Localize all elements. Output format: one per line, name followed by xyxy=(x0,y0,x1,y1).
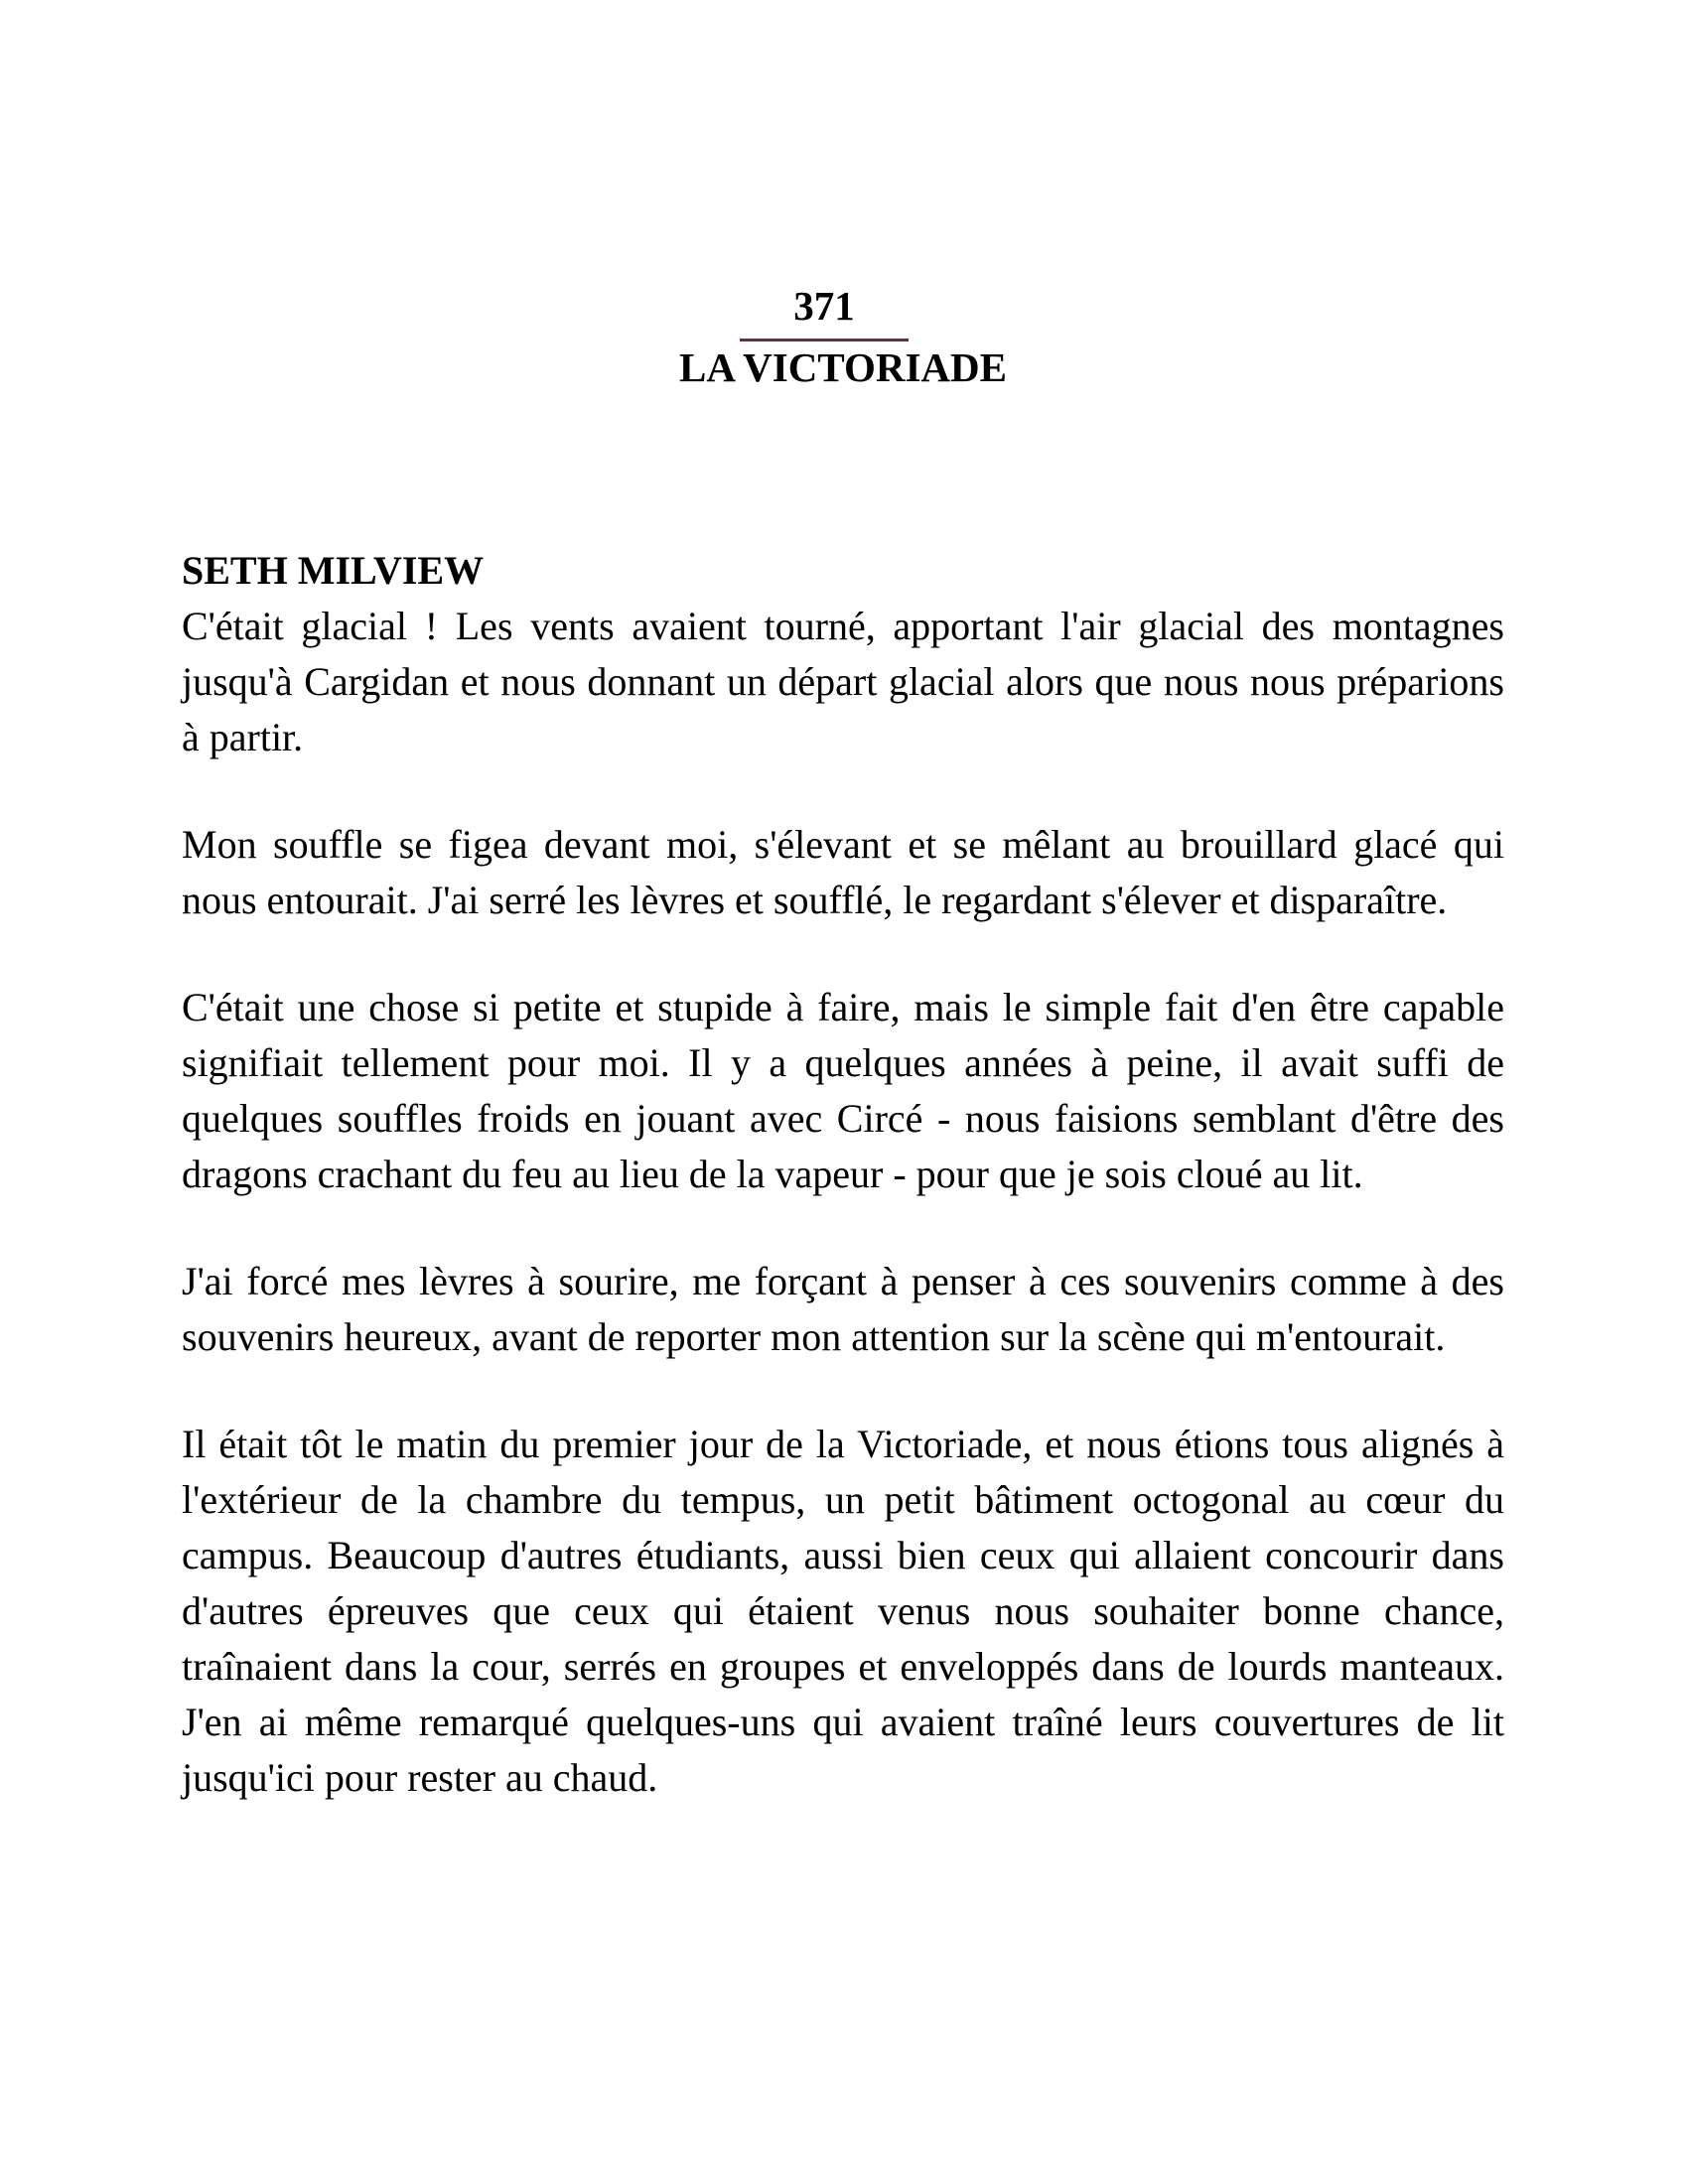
paragraph: Mon souffle se figea devant moi, s'élevant et se mêlant au brouillard glacé qui nous entourait. J'ai serré les lèvres et soufflé, le regardant s'élever et disparaître. xyxy=(182,822,1504,922)
body-text xyxy=(182,543,1504,1806)
paragraphs xyxy=(182,599,1504,1806)
speaker-name: SETH MILVIEW xyxy=(182,548,485,593)
paragraph: C'était glacial ! Les vents avaient tourné, apportant l'air glacial des montagnes jusqu'à Cargidan et nous donnant un départ glacial alors que nous nous préparions à partir. xyxy=(182,604,1504,759)
paragraph: J'ai forcé mes lèvres à sourire, me forçant à penser à ces souvenirs comme à des souvenirs heureux, avant de reporter mon attention sur la scène qui m'entourait. xyxy=(182,1259,1504,1359)
header-rule xyxy=(740,339,909,341)
chapter-header xyxy=(182,285,1504,388)
paragraph: Il était tôt le matin du premier jour de la Victoriade, et nous étions tous alignés à l'extérieur de la chambre du tempus, un petit bâtiment octogonal au cœur du campus. Beaucoup d'autres étudiants, aussi bien ceux qui allaient concourir dans d'autres épreuves que ceux qui étaient venus nous souhaiter bonne chance, traînaient dans la cour, serrés en groupes et enveloppés dans de lourds manteaux. J'en ai même remarqué quelques-uns qui avaient traîné leurs couvertures de lit jusqu'ici pour rester au chaud. xyxy=(182,1422,1504,1800)
chapter-title: LA VICTORIADE xyxy=(678,344,1007,390)
paragraph: C'était une chose si petite et stupide à faire, mais le simple fait d'en être capable signifiait tellement pour moi. Il y a quelques années à peine, il avait suffi de quelques souffles froids en jouant avec Circé - nous faisions semblant d'être des dragons crachant du feu au lieu de la vapeur - pour que je sois cloué au lit. xyxy=(182,985,1504,1196)
page-number: 371 xyxy=(793,283,855,329)
content-column xyxy=(182,285,1504,1806)
